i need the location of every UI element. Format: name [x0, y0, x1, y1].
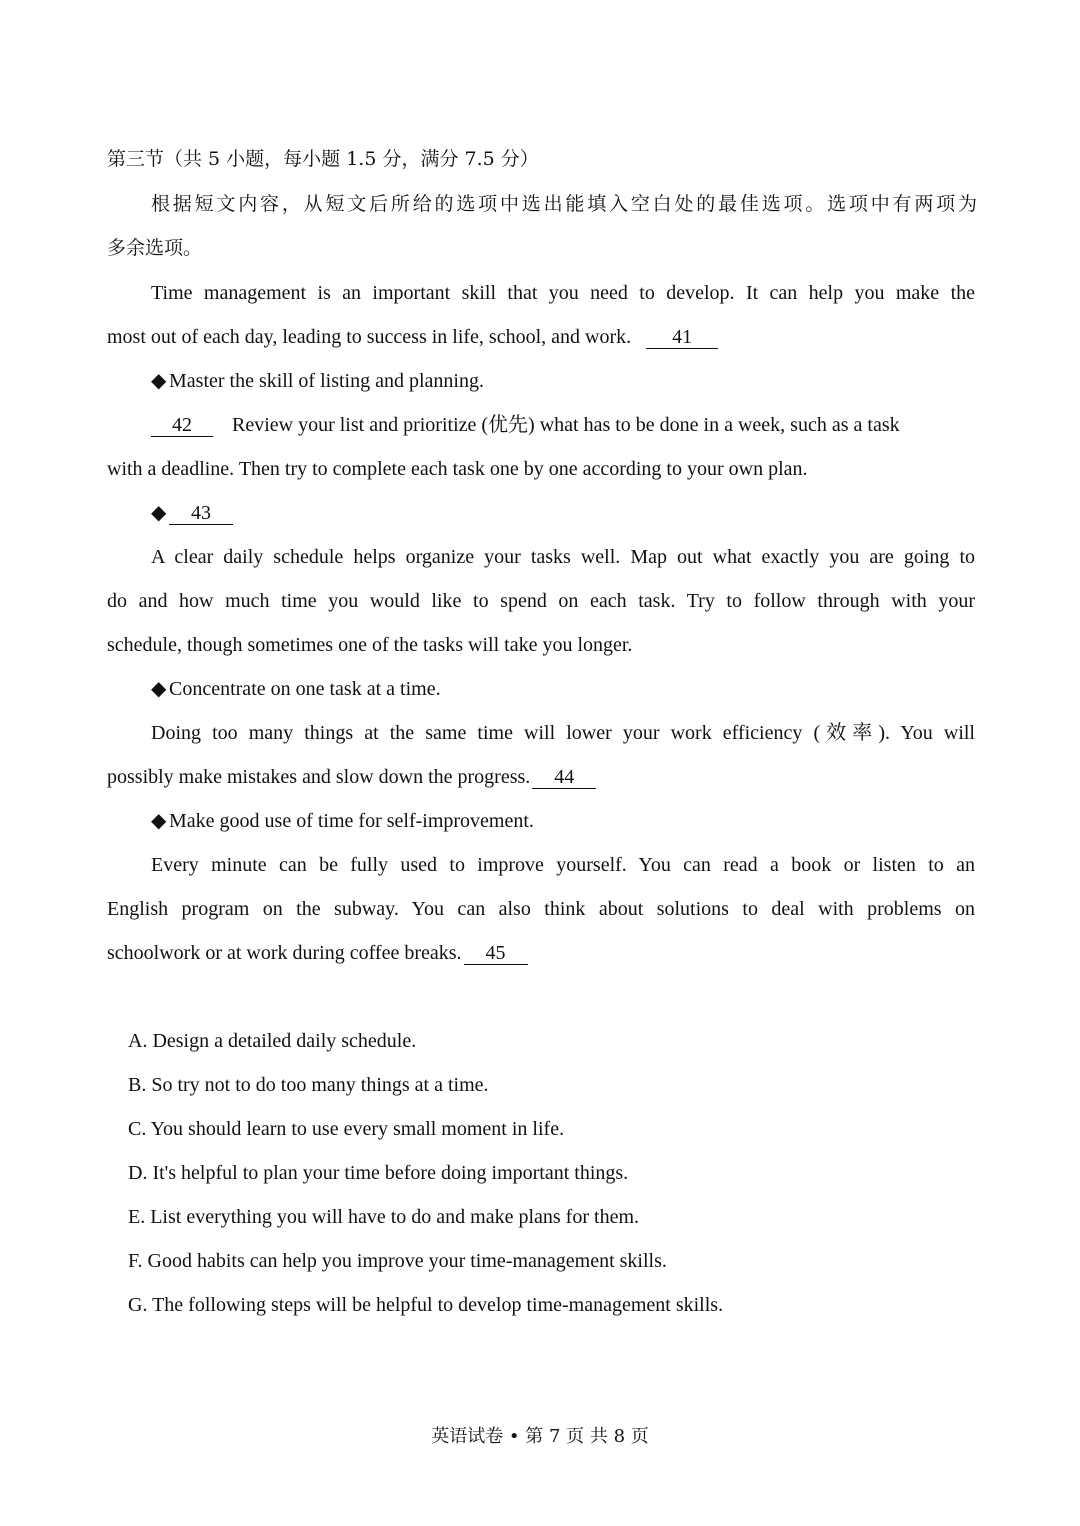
passage-p4-line2	[107, 764, 977, 790]
option-f: F. Good habits can help you improve your time-management skills.	[128, 1250, 667, 1272]
heading-4-text: Make good use of time for self-improvement.	[169, 810, 534, 832]
passage-p2-line2: with a deadline. Then try to complete each task one by one according to your own plan.	[107, 458, 808, 480]
passage-p3-line2: do and how much time you would like to spend on each task. Try to follow through with your	[107, 590, 975, 612]
option-e: E. List everything you will have to do and make plans for them.	[128, 1206, 639, 1228]
blank-43: 43	[169, 502, 233, 525]
passage-p1-line2	[107, 324, 977, 350]
bullet-diamond-icon: ◆	[151, 678, 167, 700]
option-b: B. So try not to do too many things at a time.	[128, 1074, 489, 1096]
heading-3	[151, 676, 1021, 702]
option-a: A. Design a detailed daily schedule.	[128, 1030, 417, 1052]
passage-p2-line1-text: Review your list and prioritize (优先) what has to be done in a week, such as a task	[232, 414, 900, 436]
passage-p1-line2-text: most out of each day, leading to success in life, school, and work.	[107, 326, 632, 348]
page-footer: 英语试卷 • 第 7 页 共 8 页	[431, 1426, 649, 1447]
instruction-line-1: 根据短文内容，从短文后所给的选项中选出能填入空白处的最佳选项。选项中有两项为	[151, 193, 977, 215]
passage-p4-line2-text: possibly make mistakes and slow down the progress.	[107, 766, 531, 788]
option-g: G. The following steps will be helpful to develop time-management skills.	[128, 1294, 724, 1316]
section-heading: 第三节（共 5 小题，每小题 1.5 分，满分 7.5 分）	[107, 148, 539, 170]
blank-41: 41	[646, 326, 718, 349]
blank-45: 45	[464, 942, 528, 965]
option-d: D. It's helpful to plan your time before doing important things.	[128, 1162, 629, 1184]
passage-p5-line3-text: schoolwork or at work during coffee breaks.	[107, 942, 462, 964]
bullet-diamond-icon: ◆	[151, 810, 167, 832]
passage-p5-line2: English program on the subway. You can also think about solutions to deal with problems on	[107, 898, 975, 920]
heading-3-text: Concentrate on one task at a time.	[169, 678, 441, 700]
passage-p5-line1: Every minute can be fully used to improve yourself. You can read a book or listen to an	[151, 854, 975, 876]
bullet-diamond-icon: ◆	[151, 370, 167, 392]
blank-42: 42	[151, 414, 213, 437]
option-c: C. You should learn to use every small moment in life.	[128, 1118, 565, 1140]
passage-p2-line1	[151, 412, 975, 438]
passage-p3-line3: schedule, though sometimes one of the tasks will take you longer.	[107, 634, 633, 656]
bullet-diamond-icon: ◆	[151, 502, 167, 524]
instruction-line-2: 多余选项。	[107, 237, 203, 259]
blank-44: 44	[532, 766, 596, 789]
heading-4	[151, 808, 1021, 834]
heading-2	[151, 500, 1021, 526]
heading-1-text: Master the skill of listing and planning.	[169, 370, 484, 392]
passage-p3-line1: A clear daily schedule helps organize your tasks well. Map out what exactly you are going to	[151, 546, 975, 568]
passage-p5-line3	[107, 940, 977, 966]
passage-p4-line1: Doing too many things at the same time will lower your work efficiency (效率). You will	[151, 722, 975, 744]
heading-1	[151, 368, 1021, 394]
passage-p1-line1: Time management is an important skill that you need to develop. It can help you make the	[151, 282, 975, 304]
